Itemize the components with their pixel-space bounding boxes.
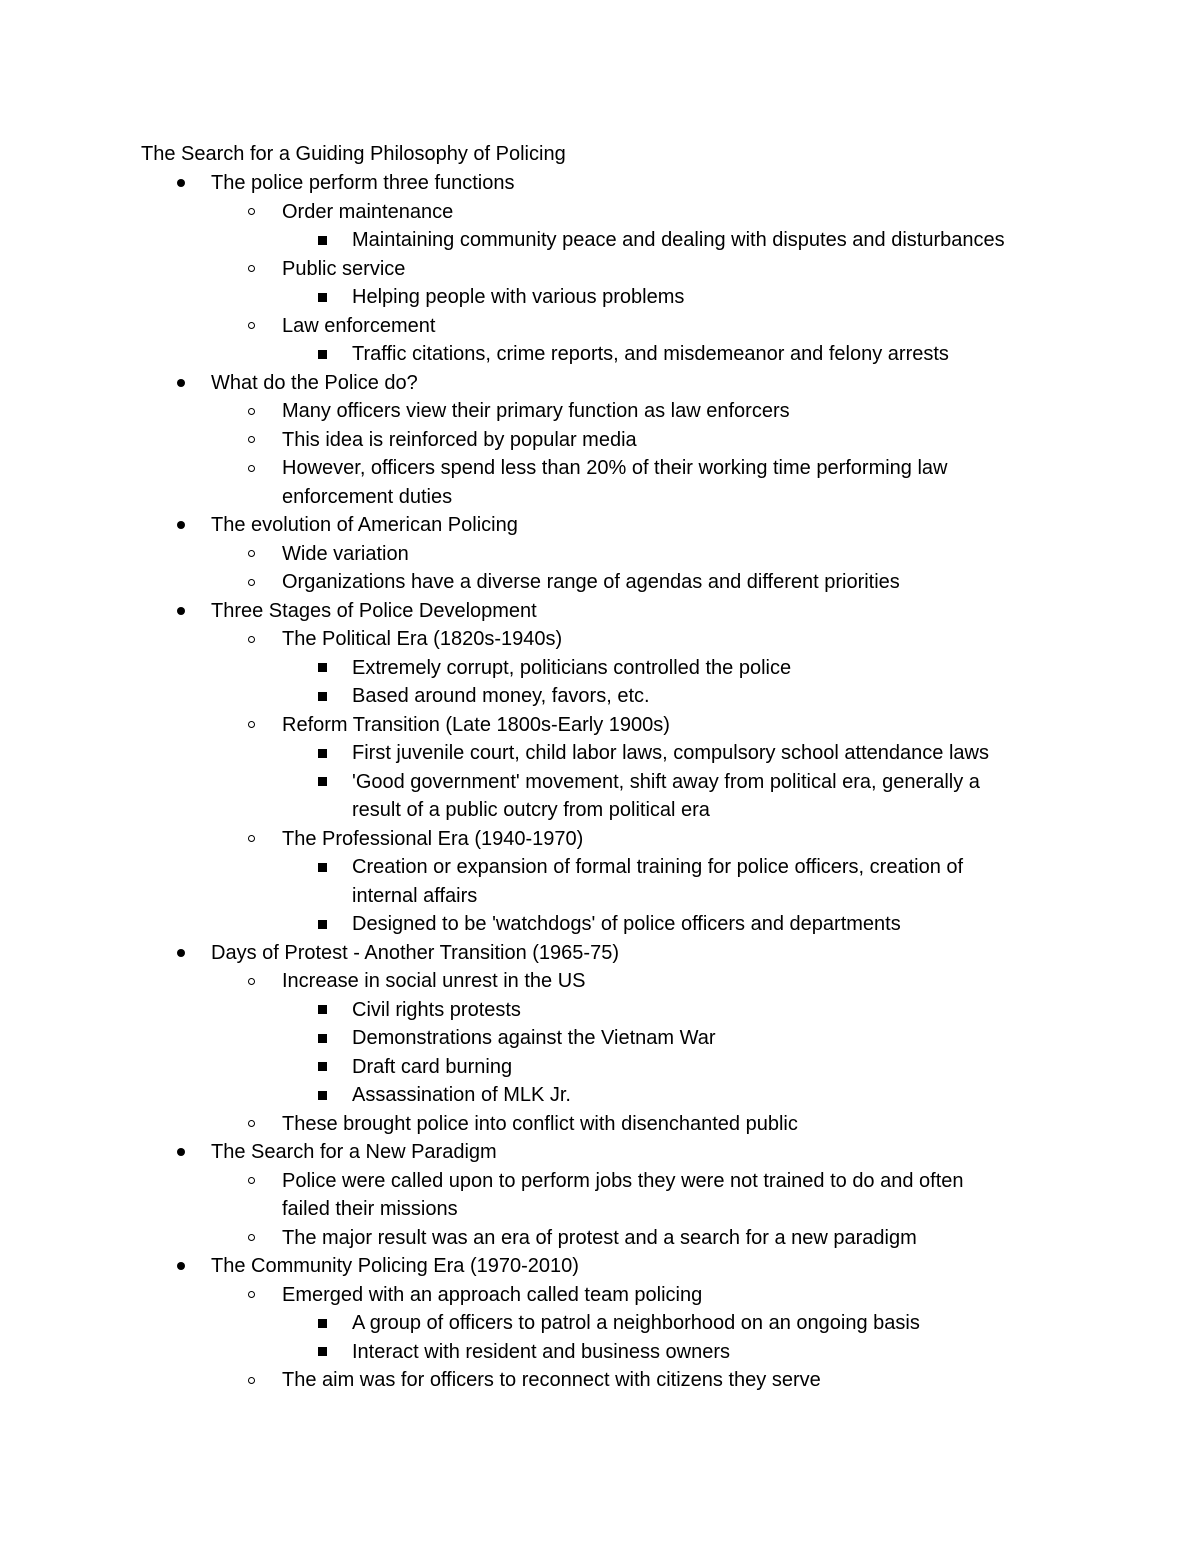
hollow-circle-bullet-icon [248,568,255,597]
list-item-text: Organizations have a diverse range of agendas and different priorities [282,571,900,593]
list-item-continuation [0,1195,1200,1224]
list-item-level-3 [0,1024,1200,1053]
list-item-text: Based around money, favors, etc. [352,685,650,707]
list-item-text: Wide variation [282,542,409,565]
list-item-level-2 [0,568,1200,597]
list-item-level-3 [0,1309,1200,1338]
filled-square-bullet-icon [318,1081,327,1110]
list-item-level-1 [0,169,1200,198]
list-item-level-2 [0,967,1200,996]
list-item-level-3 [0,853,1200,882]
filled-disc-bullet-icon [177,369,185,398]
list-item-text: What do the Police do? [211,371,418,394]
list-item-text: The Professional Era (1940-1970) [282,827,584,850]
list-item-text: internal affairs [352,884,478,907]
list-item-text: Interact with resident and business owners [352,1340,730,1363]
hollow-circle-bullet-icon [248,1224,255,1253]
list-item-continuation [0,796,1200,825]
list-item-level-3 [0,654,1200,683]
list-item-level-3 [0,226,1200,255]
list-item-level-3 [0,768,1200,797]
list-item-level-3 [0,910,1200,939]
list-item-text: Traffic citations, crime reports, and misdemeanor and felony arrests [352,343,949,365]
list-item-level-1 [0,597,1200,626]
filled-disc-bullet-icon [177,597,185,626]
hollow-circle-bullet-icon [248,967,255,996]
list-item-level-2 [0,1167,1200,1196]
filled-square-bullet-icon [318,1024,327,1053]
list-item-level-2 [0,540,1200,569]
filled-disc-bullet-icon [177,1138,185,1167]
filled-disc-bullet-icon [177,1252,185,1281]
filled-square-bullet-icon [318,739,327,768]
list-item-level-1 [0,369,1200,398]
list-item-text: Designed to be 'watchdogs' of police officers and departments [352,913,901,935]
filled-disc-bullet-icon [177,939,185,968]
list-item-text: Creation or expansion of formal training for police officers, creation of [352,856,964,878]
list-item-level-2 [0,397,1200,426]
list-item-text: Helping people with various problems [352,286,685,308]
list-item-level-2 [0,255,1200,284]
list-item-text: First juvenile court, child labor laws, compulsory school attendance laws [352,742,989,764]
list-item-level-2 [0,426,1200,455]
list-item-text: A group of officers to patrol a neighborhood on an ongoing basis [352,1312,920,1334]
list-item-text: This idea is reinforced by popular media [282,428,637,451]
list-item-level-3 [0,682,1200,711]
hollow-circle-bullet-icon [248,426,255,455]
list-item-level-3 [0,996,1200,1025]
list-item-continuation [0,882,1200,911]
filled-square-bullet-icon [318,1309,327,1338]
filled-square-bullet-icon [318,768,327,797]
list-item-text: Reform Transition (Late 1800s-Early 1900s) [282,713,670,736]
list-item-text: enforcement duties [282,485,453,508]
filled-square-bullet-icon [318,283,327,312]
filled-square-bullet-icon [318,1338,327,1367]
list-item-level-2 [0,1281,1200,1310]
document-title: The Search for a Guiding Philosophy of Policing [141,143,566,165]
hollow-circle-bullet-icon [248,255,255,284]
list-item-level-3 [0,283,1200,312]
hollow-circle-bullet-icon [248,198,255,227]
list-item-text: Police were called upon to perform jobs they were not trained to do and often [282,1169,964,1192]
list-item-continuation [0,483,1200,512]
list-item-text: Extremely corrupt, politicians controlled the police [352,656,792,679]
list-item-level-2 [0,1224,1200,1253]
filled-square-bullet-icon [318,340,327,369]
hollow-circle-bullet-icon [248,1167,255,1196]
list-item-level-2 [0,1110,1200,1139]
hollow-circle-bullet-icon [248,312,255,341]
bullet-outline [0,169,1200,1395]
hollow-circle-bullet-icon [248,825,255,854]
list-item-text: These brought police into conflict with disenchanted public [282,1112,798,1135]
list-item-text: Civil rights protests [352,998,521,1021]
hollow-circle-bullet-icon [248,397,255,426]
list-item-text: However, officers spend less than 20% of their working time performing law [282,457,948,479]
list-item-level-2 [0,711,1200,740]
list-item-level-2 [0,1366,1200,1395]
list-item-text: Many officers view their primary function as law enforcers [282,400,790,422]
hollow-circle-bullet-icon [248,711,255,740]
list-item-level-2 [0,825,1200,854]
list-item-level-1 [0,1252,1200,1281]
list-item-level-3 [0,739,1200,768]
filled-square-bullet-icon [318,654,327,683]
filled-square-bullet-icon [318,682,327,711]
list-item-text: Order maintenance [282,200,454,223]
list-item-text: The Political Era (1820s-1940s) [282,628,563,650]
list-item-text: Maintaining community peace and dealing with disputes and disturbances [352,229,1005,251]
list-item-text: The evolution of American Policing [211,514,518,536]
list-item-text: The Community Policing Era (1970-2010) [211,1255,579,1277]
filled-square-bullet-icon [318,996,327,1025]
list-item-level-3 [0,1081,1200,1110]
list-item-text: Emerged with an approach called team policing [282,1283,703,1306]
list-item-text: The aim was for officers to reconnect with citizens they serve [282,1369,821,1391]
hollow-circle-bullet-icon [248,625,255,654]
list-item-text: The police perform three functions [211,172,515,194]
filled-disc-bullet-icon [177,169,185,198]
hollow-circle-bullet-icon [248,454,255,483]
filled-square-bullet-icon [318,853,327,882]
list-item-level-2 [0,625,1200,654]
filled-square-bullet-icon [318,910,327,939]
list-item-text: Three Stages of Police Development [211,599,537,622]
list-item-text: The major result was an era of protest and a search for a new paradigm [282,1226,917,1249]
list-item-text: 'Good government' movement, shift away from political era, generally a [352,770,980,793]
list-item-text: The Search for a New Paradigm [211,1141,497,1163]
list-item-level-3 [0,1053,1200,1082]
list-item-text: Assassination of MLK Jr. [352,1084,571,1106]
hollow-circle-bullet-icon [248,1281,255,1310]
list-item-text: Law enforcement [282,314,436,337]
list-item-text: result of a public outcry from political era [352,799,710,821]
list-item-text: Public service [282,257,406,280]
hollow-circle-bullet-icon [248,1110,255,1139]
filled-square-bullet-icon [318,226,327,255]
list-item-level-2 [0,312,1200,341]
list-item-text: Increase in social unrest in the US [282,970,586,992]
list-item-text: Days of Protest - Another Transition (1965-75) [211,941,619,964]
list-item-text: Draft card burning [352,1055,513,1078]
list-item-level-2 [0,198,1200,227]
list-item-level-3 [0,1338,1200,1367]
filled-square-bullet-icon [318,1053,327,1082]
list-item-level-3 [0,340,1200,369]
list-item-text: Demonstrations against the Vietnam War [352,1027,716,1049]
list-item-text: failed their missions [282,1198,458,1220]
list-item-level-1 [0,939,1200,968]
hollow-circle-bullet-icon [248,540,255,569]
list-item-level-1 [0,511,1200,540]
list-item-level-1 [0,1138,1200,1167]
hollow-circle-bullet-icon [248,1366,255,1395]
list-item-level-2 [0,454,1200,483]
filled-disc-bullet-icon [177,511,185,540]
